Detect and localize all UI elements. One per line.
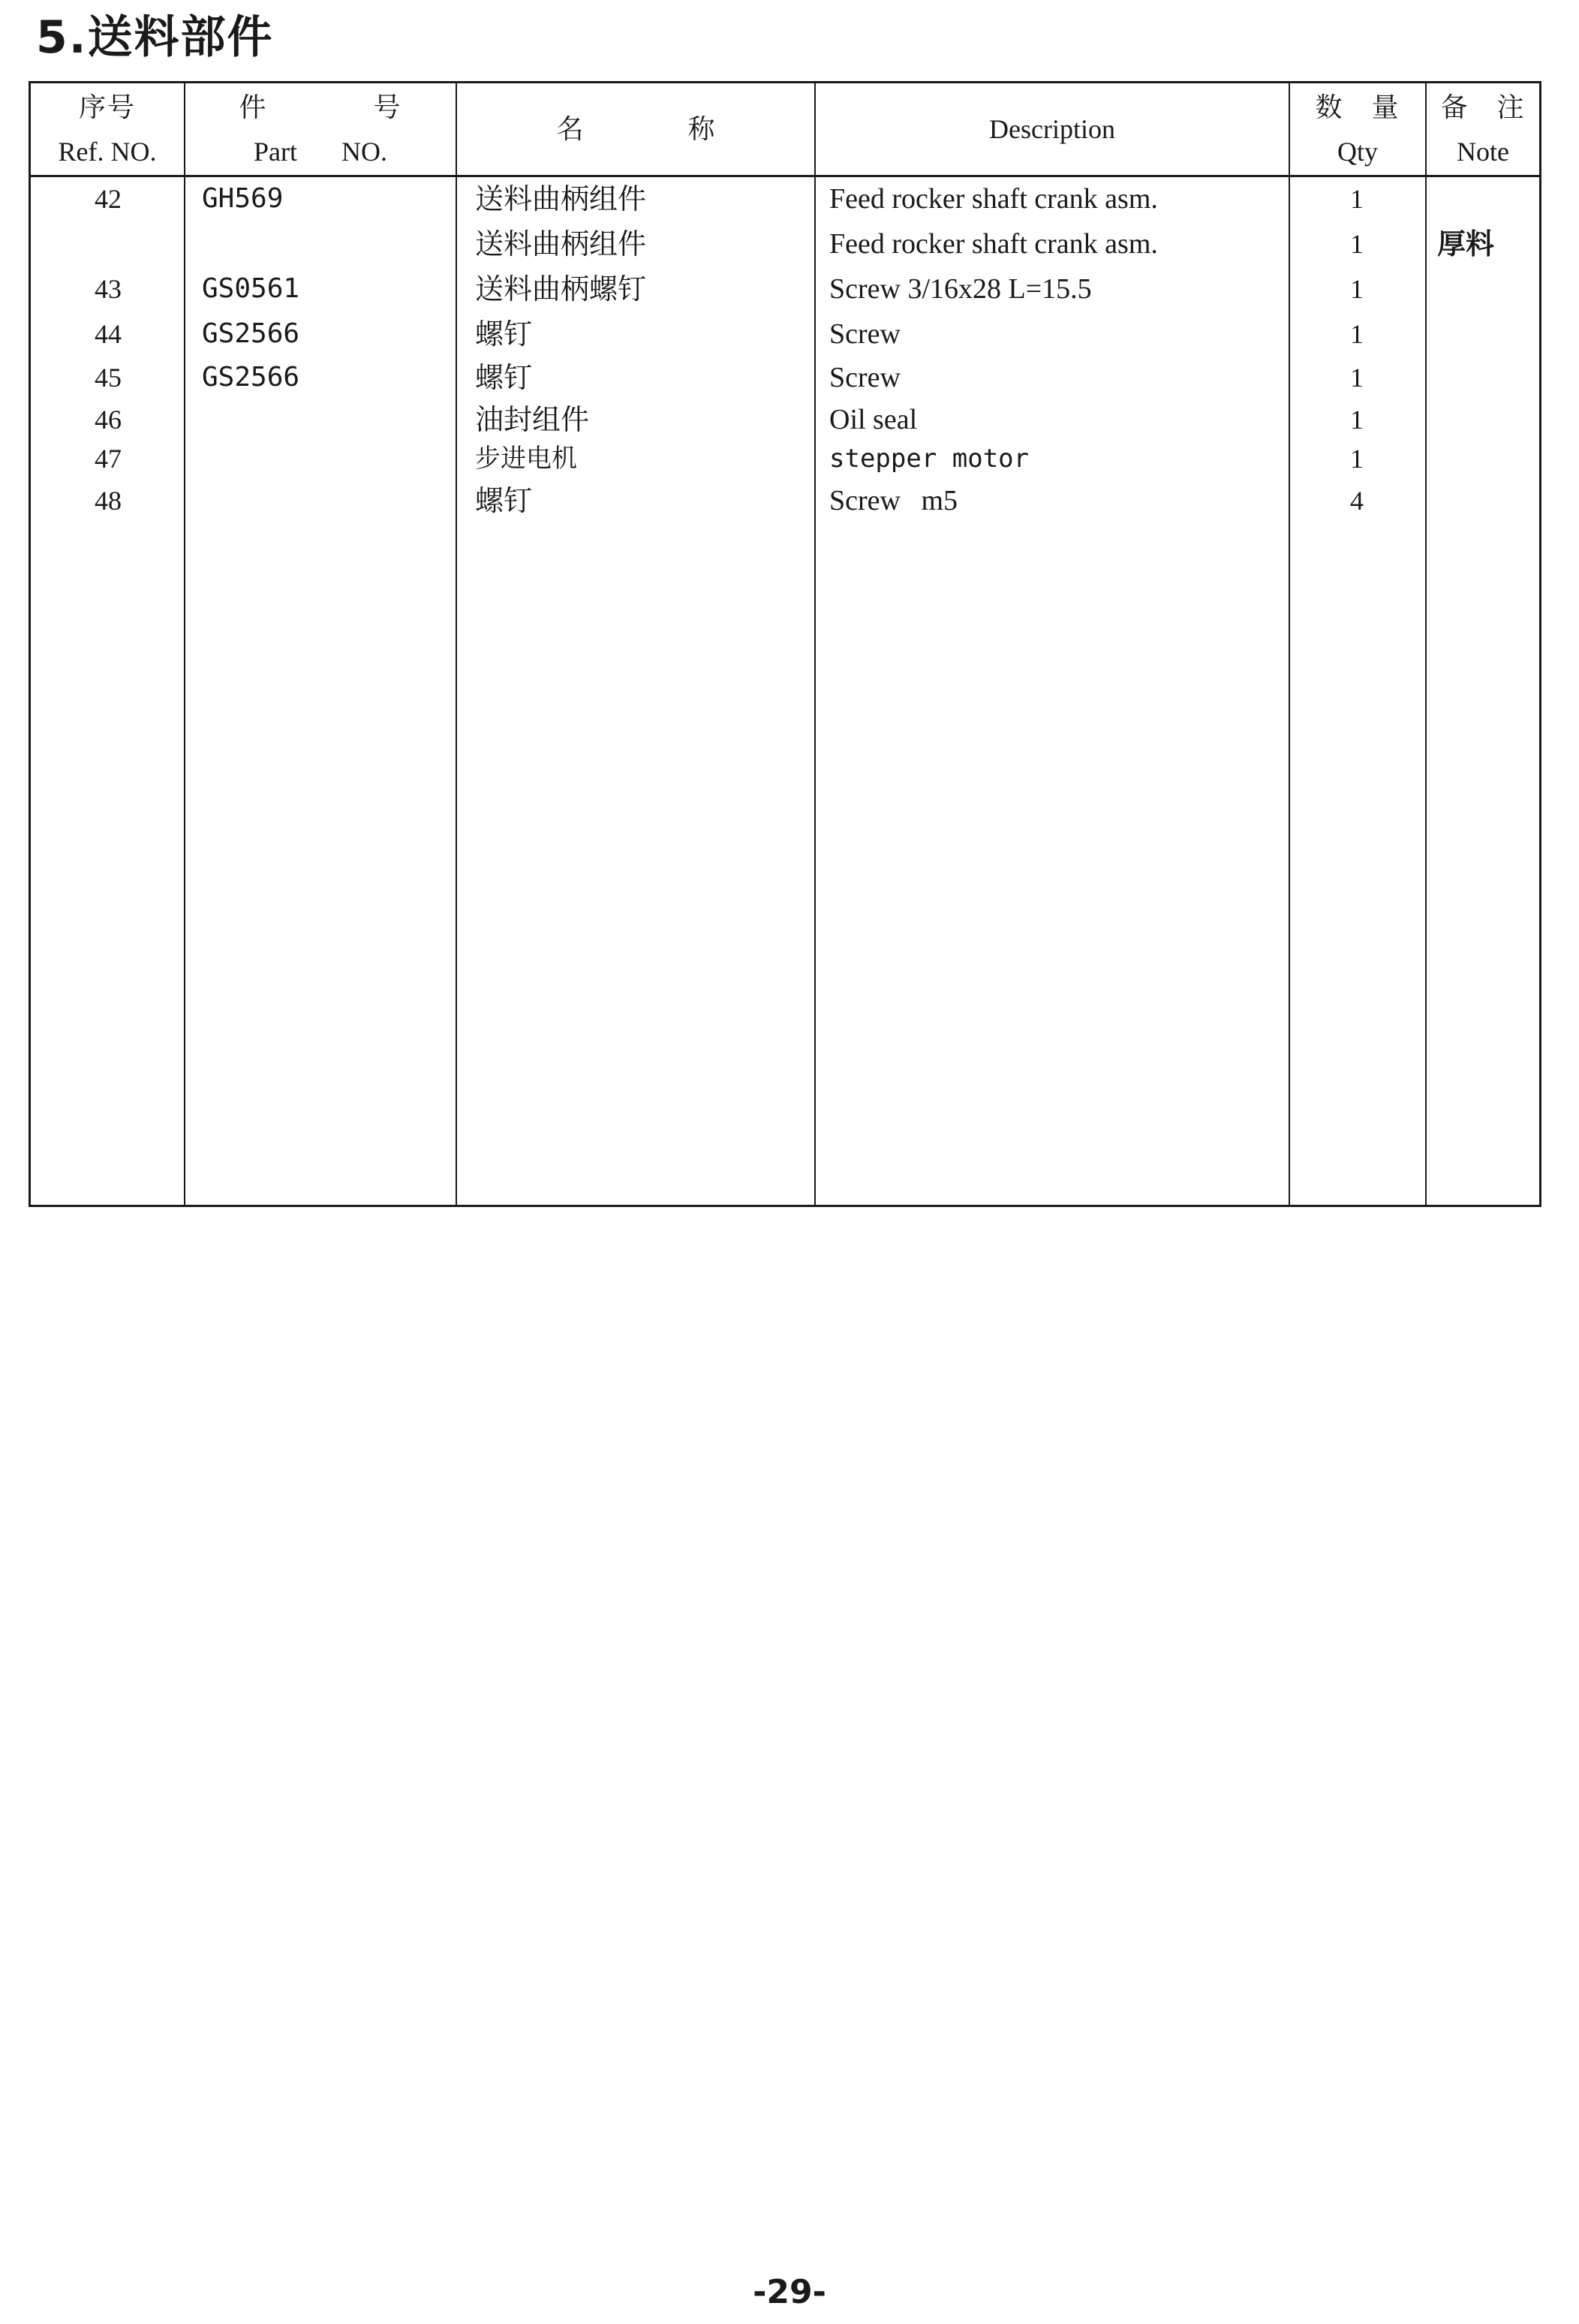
header-ref [31, 83, 184, 175]
part-number [202, 222, 450, 266]
header-name-cn: 名 称 [556, 114, 715, 144]
table-row [31, 437, 1539, 480]
part-name-cn: 步进电机 [475, 444, 577, 474]
part-qty: 1 [1350, 319, 1364, 349]
part-qty: 1 [1350, 444, 1364, 474]
header-description-en: Description [989, 114, 1115, 144]
part-qty: 1 [1350, 229, 1364, 259]
ref-number: 44 [95, 319, 122, 349]
header-note-en: Note [1457, 137, 1509, 167]
table-row [31, 222, 1539, 266]
parts-table [29, 81, 1541, 1207]
header-qty-en: Qty [1337, 137, 1378, 167]
part-number: GH569 [202, 183, 284, 214]
part-number: GS0561 [202, 273, 300, 304]
header-qty [1290, 83, 1425, 175]
table-row [31, 267, 1539, 311]
ref-number [31, 222, 185, 266]
header-part [185, 83, 456, 175]
table-row [31, 312, 1539, 356]
part-qty: 4 [1350, 486, 1364, 516]
part-note [1433, 479, 1542, 522]
header-part-cn: 件 号 [239, 92, 402, 122]
header-qty-cn: 数 量 [1315, 92, 1400, 122]
part-description: Screw 3/16x28 L=15.5 [829, 273, 1092, 305]
part-note [1433, 312, 1542, 356]
table-row [31, 479, 1539, 522]
part-qty: 1 [1350, 363, 1364, 393]
part-description: Screw m5 [829, 485, 958, 516]
part-qty: 1 [1350, 274, 1364, 304]
ref-number: 45 [95, 363, 122, 393]
part-note: 厚料 [1437, 227, 1495, 260]
part-number [202, 398, 450, 441]
header-note-cn: 备 注 [1440, 92, 1526, 122]
part-number [202, 437, 450, 480]
part-name-cn: 油封组件 [475, 403, 590, 436]
part-description: stepper motor [829, 444, 1030, 474]
part-note [1433, 437, 1542, 480]
part-description: Oil seal [829, 404, 918, 435]
part-number: GS2566 [202, 318, 300, 349]
page-number: -29- [753, 2273, 826, 2311]
part-note [1433, 177, 1542, 221]
ref-number: 46 [95, 405, 122, 435]
header-ref-cn: 序号 [78, 92, 136, 122]
table-row [31, 177, 1539, 221]
part-name-cn: 送料曲柄螺钉 [475, 272, 647, 306]
header-name [457, 83, 814, 175]
table-row [31, 398, 1539, 441]
part-name-cn: 螺钉 [475, 361, 533, 394]
part-qty: 1 [1350, 405, 1364, 435]
part-name-cn: 螺钉 [475, 318, 533, 351]
part-note [1433, 398, 1542, 441]
part-note [1433, 356, 1542, 399]
part-name-cn: 送料曲柄组件 [475, 182, 647, 215]
ref-number: 43 [95, 274, 122, 304]
part-note [1433, 267, 1542, 311]
ref-number: 48 [95, 486, 122, 516]
header-ref-en: Ref. NO. [58, 137, 157, 167]
part-number [202, 479, 450, 522]
part-description: Feed rocker shaft crank asm. [829, 183, 1158, 215]
part-number: GS2566 [202, 362, 300, 393]
part-qty: 1 [1350, 184, 1364, 214]
section-title: 5.送料部件 [36, 11, 274, 64]
part-description: Screw [829, 362, 901, 393]
header-part-en: Part NO. [254, 137, 387, 167]
part-description: Feed rocker shaft crank asm. [829, 228, 1158, 260]
part-name-cn: 送料曲柄组件 [475, 227, 647, 260]
header-description [816, 83, 1289, 175]
ref-number: 42 [95, 184, 122, 214]
part-description: Screw [829, 318, 901, 350]
table-row [31, 356, 1539, 399]
ref-number: 47 [95, 444, 122, 474]
header-note [1427, 83, 1539, 175]
part-name-cn: 螺钉 [475, 484, 533, 517]
